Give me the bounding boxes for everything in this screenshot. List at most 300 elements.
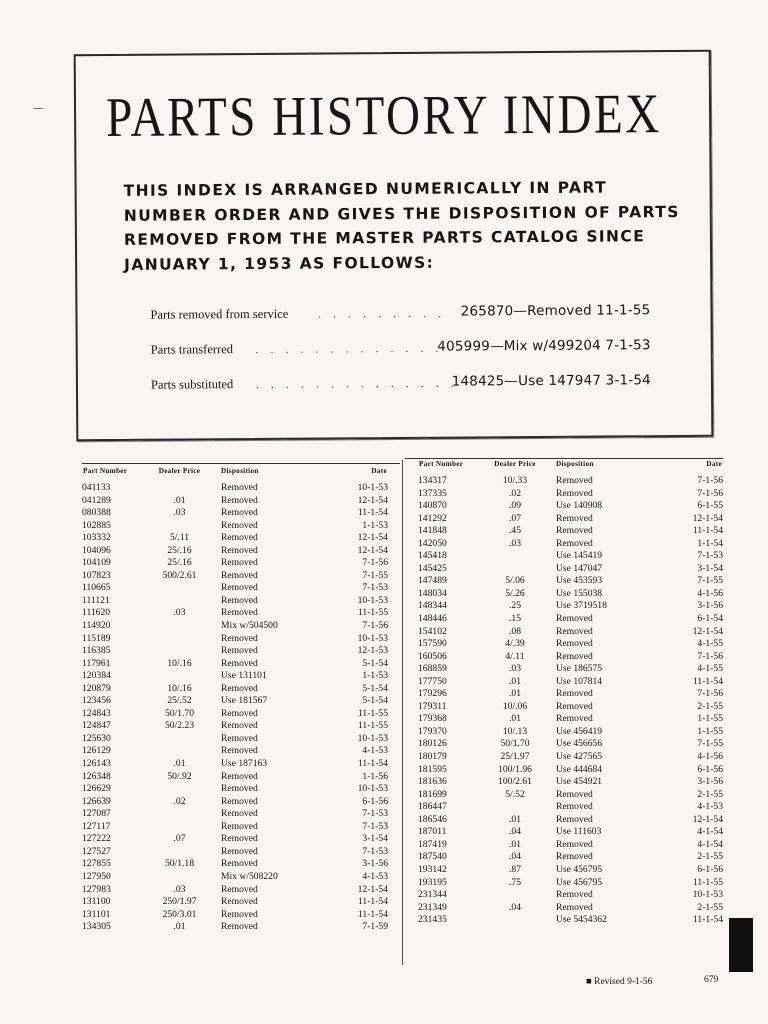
disposition-cell: Use 5454362: [556, 914, 607, 926]
part-number-cell: 126639: [82, 795, 111, 807]
parts-table-left: [82, 466, 388, 934]
date-cell: 3-1-56: [697, 776, 723, 788]
thumb-index-tab: [729, 918, 753, 972]
dealer-price-cell: .01: [509, 838, 521, 850]
legend-label: Parts transferred: [150, 342, 234, 357]
table-row: [82, 495, 388, 508]
table-row: [82, 595, 388, 608]
table-row: [82, 808, 388, 821]
dealer-price-cell: .75: [509, 876, 521, 888]
part-number-cell: 126129: [82, 745, 111, 757]
dealer-price-cell: [142, 670, 217, 683]
dealer-price-cell: .01: [509, 688, 521, 700]
table-row: [82, 557, 388, 570]
table-row: [418, 738, 723, 751]
dealer-price-cell: .01: [173, 758, 186, 770]
date-cell: 12-1-54: [357, 883, 388, 895]
date-cell: 11-1-55: [692, 876, 723, 888]
header-dealer-price: Dealer Price: [158, 467, 201, 475]
part-number-cell: 111620: [82, 607, 111, 619]
disposition-cell: Use 456419: [556, 725, 603, 737]
part-number-cell: 187011: [418, 826, 447, 838]
disposition-cell: Use 444684: [556, 763, 603, 775]
dealer-price-cell: .45: [509, 525, 521, 537]
table-row: [418, 751, 723, 764]
disposition-cell: Removed: [556, 487, 593, 499]
disposition-cell: Removed: [221, 594, 258, 606]
table-row: [418, 776, 723, 789]
part-number-cell: 137335: [418, 487, 447, 499]
date-cell: 3-1-56: [697, 600, 723, 612]
part-number-cell: 181699: [418, 788, 447, 800]
date-cell: 1-1-53: [362, 670, 388, 682]
dealer-price-cell: [142, 821, 217, 834]
date-cell: 4-1-54: [697, 838, 723, 850]
table-row: [82, 482, 388, 495]
part-number-cell: 126629: [82, 783, 111, 795]
date-cell: 12-1-54: [692, 813, 723, 825]
table-row: [82, 545, 388, 558]
dealer-price-cell: .04: [509, 901, 521, 913]
date-cell: 11-1-54: [692, 525, 723, 537]
date-cell: 12-1-54: [357, 532, 388, 544]
part-number-cell: 104096: [82, 544, 111, 556]
disposition-cell: Removed: [221, 858, 258, 870]
part-number-cell: 127087: [82, 808, 111, 820]
date-cell: 7-1-56: [697, 475, 723, 486]
part-number-cell: 127117: [82, 820, 111, 832]
dealer-price-cell: 250/1.97: [162, 896, 197, 908]
disposition-cell: Mix w/504500: [221, 620, 278, 632]
part-number-cell: 181595: [418, 763, 447, 775]
date-cell: 10-1-53: [357, 482, 388, 493]
disposition-cell: Removed: [221, 732, 258, 744]
part-number-cell: 103332: [82, 532, 111, 544]
date-cell: 12-1-54: [357, 494, 388, 506]
table-row: [418, 538, 723, 551]
part-number-cell: 115189: [82, 632, 111, 644]
date-cell: 7-1-59: [362, 921, 388, 933]
table-row: [418, 488, 723, 501]
table-row: [418, 713, 723, 726]
table-row: [82, 833, 388, 846]
legend-row-transferred: [151, 337, 651, 360]
dealer-price-cell: 50/1.70: [500, 738, 530, 750]
part-number-cell: 148034: [418, 587, 447, 599]
disposition-cell: Removed: [221, 645, 258, 657]
date-cell: 11-1-54: [357, 908, 388, 920]
table-row: [418, 814, 723, 827]
disposition-cell: Removed: [221, 833, 258, 845]
part-number-cell: 104109: [82, 557, 111, 569]
disposition-cell: Use 145419: [556, 550, 603, 562]
table-row: [82, 758, 388, 771]
date-cell: 5-1-54: [362, 682, 388, 694]
date-cell: 5-1-54: [362, 657, 388, 669]
date-cell: 1-1-54: [697, 537, 723, 549]
table-row: [82, 645, 388, 658]
date-cell: 10-1-53: [692, 889, 723, 901]
table-row: [418, 914, 723, 927]
part-number-cell: 181636: [418, 776, 447, 788]
disposition-cell: Use 107814: [556, 675, 603, 687]
legend-label: Parts substituted: [150, 377, 234, 392]
part-number-cell: 179311: [418, 700, 447, 712]
table-row: [82, 507, 388, 520]
disposition-cell: Removed: [556, 537, 593, 549]
date-cell: 3-1-54: [697, 562, 723, 574]
dealer-price-cell: 10/.16: [167, 682, 192, 694]
dealer-price-cell: 50/.92: [167, 770, 192, 782]
table-row: [82, 846, 388, 859]
date-cell: 10-1-53: [357, 732, 388, 744]
dealer-price-cell: [478, 801, 552, 814]
table-row: [82, 745, 388, 758]
part-number-cell: 145418: [418, 550, 447, 562]
dealer-price-cell: 50/1.18: [164, 858, 195, 870]
part-number-cell: 148446: [418, 613, 447, 625]
dealer-price-cell: [142, 645, 217, 658]
part-number-cell: 117961: [82, 657, 111, 669]
date-cell: 12-1-54: [357, 544, 388, 556]
table-row: [82, 683, 388, 696]
table-row: [418, 525, 723, 538]
disposition-cell: Removed: [556, 688, 593, 700]
dealer-price-cell: .07: [173, 833, 186, 845]
disposition-cell: Removed: [556, 475, 593, 486]
disposition-cell: Removed: [221, 795, 258, 807]
dealer-price-cell: 50/2.23: [164, 720, 195, 732]
date-cell: 10-1-53: [357, 632, 388, 644]
disposition-cell: Removed: [221, 507, 258, 519]
date-cell: 6-1-56: [697, 863, 723, 875]
part-number-cell: 179368: [418, 713, 447, 725]
disposition-cell: Use 456656: [556, 738, 603, 750]
table-row: [82, 582, 388, 595]
disposition-cell: Use 140908: [556, 500, 603, 512]
disposition-cell: Removed: [556, 838, 593, 850]
date-cell: 1-1-56: [362, 770, 388, 782]
part-number-cell: 193142: [418, 863, 447, 875]
disposition-cell: Removed: [556, 625, 593, 637]
parts-index-tables: [82, 460, 723, 966]
disposition-cell: Use 456795: [556, 876, 603, 888]
dealer-price-cell: 5/.11: [169, 532, 190, 544]
legend-row-substituted: [151, 372, 651, 395]
part-number-cell: 120879: [82, 682, 111, 694]
table-row: [418, 851, 723, 864]
disposition-cell: Removed: [221, 494, 258, 506]
table-row: [418, 701, 723, 714]
dealer-price-cell: .08: [509, 625, 521, 637]
disposition-cell: Use 187163: [221, 758, 268, 770]
table-row: [82, 896, 388, 909]
date-cell: 2-1-55: [697, 700, 723, 712]
table-row: [82, 695, 388, 708]
part-number-cell: 231435: [418, 914, 447, 926]
date-cell: 7-1-56: [697, 688, 723, 700]
part-number-cell: 177750: [418, 675, 447, 687]
table-row: [82, 821, 388, 834]
disposition-cell: Removed: [221, 607, 258, 619]
dealer-price-cell: .01: [173, 494, 186, 506]
table-row: [418, 839, 723, 852]
dealer-price-cell: .09: [509, 500, 521, 512]
page-number: 679: [704, 975, 719, 985]
part-number-cell: 180179: [418, 751, 447, 763]
disposition-cell: Removed: [556, 788, 593, 800]
part-number-cell: 148344: [418, 600, 447, 612]
table-row: [82, 620, 388, 633]
part-number-cell: 127527: [82, 845, 111, 857]
part-number-cell: 187540: [418, 851, 447, 863]
part-number-cell: 134317: [418, 475, 447, 486]
part-number-cell: 160506: [418, 650, 447, 662]
part-number-cell: 186546: [418, 813, 447, 825]
part-number-cell: 041289: [82, 494, 111, 506]
dealer-price-cell: .03: [173, 607, 186, 619]
dealer-price-cell: .04: [509, 851, 521, 863]
date-cell: 7-1-55: [697, 575, 723, 587]
dealer-price-cell: [142, 520, 217, 533]
date-cell: 12-1-53: [357, 645, 388, 657]
disposition-cell: Removed: [556, 713, 593, 725]
leader-dots: . . . . . . . . . . . . . .: [255, 378, 459, 391]
page-title: PARTS HISTORY INDEX: [105, 83, 662, 150]
dealer-price-cell: .87: [509, 863, 521, 875]
part-number-cell: 123456: [82, 695, 111, 707]
dealer-price-cell: 4/.11: [505, 650, 525, 662]
part-number-cell: 154102: [418, 625, 447, 637]
part-number-cell: 111121: [82, 594, 110, 606]
disposition-cell: Removed: [556, 650, 593, 662]
dealer-price-cell: [478, 914, 552, 927]
table-row: [82, 871, 388, 884]
disposition-cell: Removed: [221, 896, 258, 908]
dealer-price-cell: .03: [173, 507, 186, 519]
disposition-cell: Use 454921: [556, 776, 603, 788]
part-number-cell: 125630: [82, 732, 111, 744]
dealer-price-cell: 25/1.97: [500, 751, 530, 763]
disposition-cell: Removed: [221, 783, 258, 795]
dealer-price-cell: .01: [509, 813, 521, 825]
dealer-price-cell: .15: [509, 613, 521, 625]
disposition-cell: Removed: [556, 638, 593, 650]
disposition-cell: Removed: [556, 525, 593, 537]
disposition-cell: Removed: [221, 820, 258, 832]
header-date: Date: [371, 467, 387, 475]
dealer-price-cell: .03: [173, 883, 186, 895]
table-row: [82, 708, 388, 721]
legend-example: 265870—Removed 11-1-55: [460, 302, 651, 320]
part-number-cell: 127950: [82, 870, 111, 882]
table-row: [82, 771, 388, 784]
disposition-cell: Removed: [221, 921, 258, 933]
parts-table-right: [418, 459, 723, 927]
date-cell: 7-1-56: [362, 620, 388, 632]
date-cell: 3-1-56: [362, 858, 388, 870]
date-cell: 11-1-54: [357, 507, 388, 519]
disposition-cell: Use 155038: [556, 587, 603, 599]
table-row: [418, 902, 723, 915]
date-cell: 11-1-54: [692, 675, 723, 687]
legend-example: 405999—Mix w/499204 7-1-53: [437, 337, 651, 355]
part-number-cell: 107823: [82, 569, 111, 581]
date-cell: 11-1-55: [357, 707, 388, 719]
date-cell: 6-1-56: [697, 763, 723, 775]
part-number-cell: 140870: [418, 500, 447, 512]
date-cell: 7-1-56: [697, 650, 723, 662]
table-row: [418, 550, 723, 563]
date-cell: 2-1-55: [697, 901, 723, 913]
date-cell: 7-1-55: [697, 738, 723, 750]
part-number-cell: 145425: [418, 562, 447, 574]
table-row: [418, 726, 723, 739]
part-number-cell: 193195: [418, 876, 447, 888]
table-row: [418, 638, 723, 651]
disposition-cell: Use 131101: [221, 670, 267, 682]
part-number-cell: 142050: [418, 537, 447, 549]
dealer-price-cell: 25/.16: [167, 557, 192, 569]
disposition-cell: Removed: [221, 632, 258, 644]
date-cell: 2-1-55: [697, 851, 723, 863]
dealer-price-cell: 100/2.61: [498, 776, 532, 788]
table-row: [418, 764, 723, 777]
part-number-cell: 127983: [82, 883, 111, 895]
date-cell: 6-1-55: [697, 500, 723, 512]
date-cell: 7-1-53: [362, 820, 388, 832]
date-cell: 2-1-55: [697, 788, 723, 800]
table-row: [418, 789, 723, 802]
dealer-price-cell: 10/.06: [502, 700, 528, 712]
table-row: [82, 658, 388, 671]
part-number-cell: 041133: [82, 482, 111, 493]
disposition-cell: Removed: [556, 901, 593, 913]
disposition-cell: Use 427565: [556, 751, 603, 763]
date-cell: 10-1-53: [357, 783, 388, 795]
date-cell: 11-1-54: [692, 914, 723, 926]
dealer-price-cell: .04: [509, 826, 521, 838]
date-cell: 6-1-54: [697, 613, 723, 625]
table-row: [82, 633, 388, 646]
table-row: [82, 858, 388, 871]
dealer-price-cell: 5/.26: [505, 587, 525, 599]
dealer-price-cell: 4/.39: [505, 638, 525, 650]
dealer-price-cell: [142, 582, 217, 595]
dealer-price-cell: [142, 871, 217, 884]
part-number-cell: 110665: [82, 582, 111, 594]
date-cell: 1-1-55: [697, 725, 723, 737]
disposition-cell: Use 186575: [556, 663, 603, 675]
table-row: [82, 733, 388, 746]
table-row: [418, 801, 723, 814]
disposition-cell: Removed: [221, 845, 258, 857]
date-cell: 3-1-54: [362, 833, 388, 845]
disposition-cell: Removed: [221, 532, 258, 544]
disposition-cell: Removed: [221, 770, 258, 782]
part-number-cell: 131101: [82, 908, 111, 920]
table-row: [418, 864, 723, 877]
part-number-cell: 180126: [418, 738, 447, 750]
date-cell: 1-1-53: [362, 519, 388, 531]
dealer-price-cell: 5/.52: [505, 788, 525, 800]
part-number-cell: 080388: [82, 507, 111, 519]
dealer-price-cell: .01: [173, 921, 186, 933]
dealer-price-cell: 5/.06: [505, 575, 525, 587]
date-cell: 4-1-53: [362, 745, 388, 757]
dealer-price-cell: 25/.16: [167, 544, 192, 556]
disposition-cell: Use 453593: [556, 575, 603, 587]
part-number-cell: 116385: [82, 645, 111, 657]
disposition-cell: Mix w/508220: [221, 870, 278, 882]
disposition-cell: Removed: [556, 813, 593, 825]
date-cell: 7-1-53: [362, 582, 388, 594]
disposition-cell: Removed: [221, 908, 258, 920]
table-row: [418, 475, 723, 488]
date-cell: 7-1-53: [362, 845, 388, 857]
dealer-price-cell: [142, 846, 217, 859]
date-cell: 7-1-55: [362, 569, 388, 581]
part-number-cell: 157590: [418, 638, 447, 650]
part-number-cell: 179370: [418, 725, 447, 737]
table-row: [418, 651, 723, 664]
date-cell: 4-1-56: [697, 751, 723, 763]
header-date: Date: [706, 460, 722, 468]
disposition-cell: Removed: [556, 851, 593, 863]
dealer-price-cell: [142, 783, 217, 796]
part-number-cell: 102885: [82, 519, 111, 531]
part-number-cell: 147489: [418, 575, 447, 587]
disposition-cell: Removed: [556, 700, 593, 712]
table-row: [418, 626, 723, 639]
table-row: [418, 563, 723, 576]
legend-label: Parts removed from service: [150, 306, 289, 322]
disposition-cell: Removed: [556, 613, 593, 625]
disposition-cell: Removed: [556, 801, 593, 813]
legend-row-removed: [150, 302, 650, 325]
dealer-price-cell: .07: [509, 512, 521, 524]
disposition-cell: Use 111603: [556, 826, 602, 838]
dealer-price-cell: [478, 563, 552, 576]
table-row: [82, 670, 388, 683]
part-number-cell: 141848: [418, 525, 447, 537]
part-number-cell: 126143: [82, 758, 111, 770]
dealer-price-cell: .01: [509, 675, 521, 687]
table-row: [418, 588, 723, 601]
disposition-cell: Removed: [556, 512, 593, 524]
date-cell: 7-1-56: [362, 557, 388, 569]
part-number-cell: 124847: [82, 720, 111, 732]
disposition-cell: Removed: [221, 808, 258, 820]
part-number-cell: 231344: [418, 889, 447, 901]
disposition-cell: Removed: [221, 745, 258, 757]
dealer-price-cell: 50/1.70: [164, 707, 195, 719]
disposition-cell: Removed: [221, 544, 258, 556]
date-cell: 7-1-53: [697, 550, 723, 562]
table-row: [418, 676, 723, 689]
date-cell: 5-1-54: [362, 695, 388, 707]
table-row: [418, 500, 723, 513]
dealer-price-cell: 100/1.96: [498, 763, 532, 775]
date-cell: 11-1-55: [357, 720, 388, 732]
dealer-price-cell: [478, 889, 552, 902]
table-row: [82, 720, 388, 733]
dealer-price-cell: [142, 745, 217, 758]
intro-text: THIS INDEX IS ARRANGED NUMERICALLY IN PART NUMBER ORDER AND GIVES THE DISPOSITION OF PARTS REMOVED FROM THE MASTER PARTS CATALOG SINCE JANUARY 1, 1953 AS FOLLOWS:: [123, 178, 680, 274]
dealer-price-cell: [142, 620, 217, 633]
header-disposition: Disposition: [221, 467, 259, 475]
disposition-cell: Removed: [221, 657, 258, 669]
